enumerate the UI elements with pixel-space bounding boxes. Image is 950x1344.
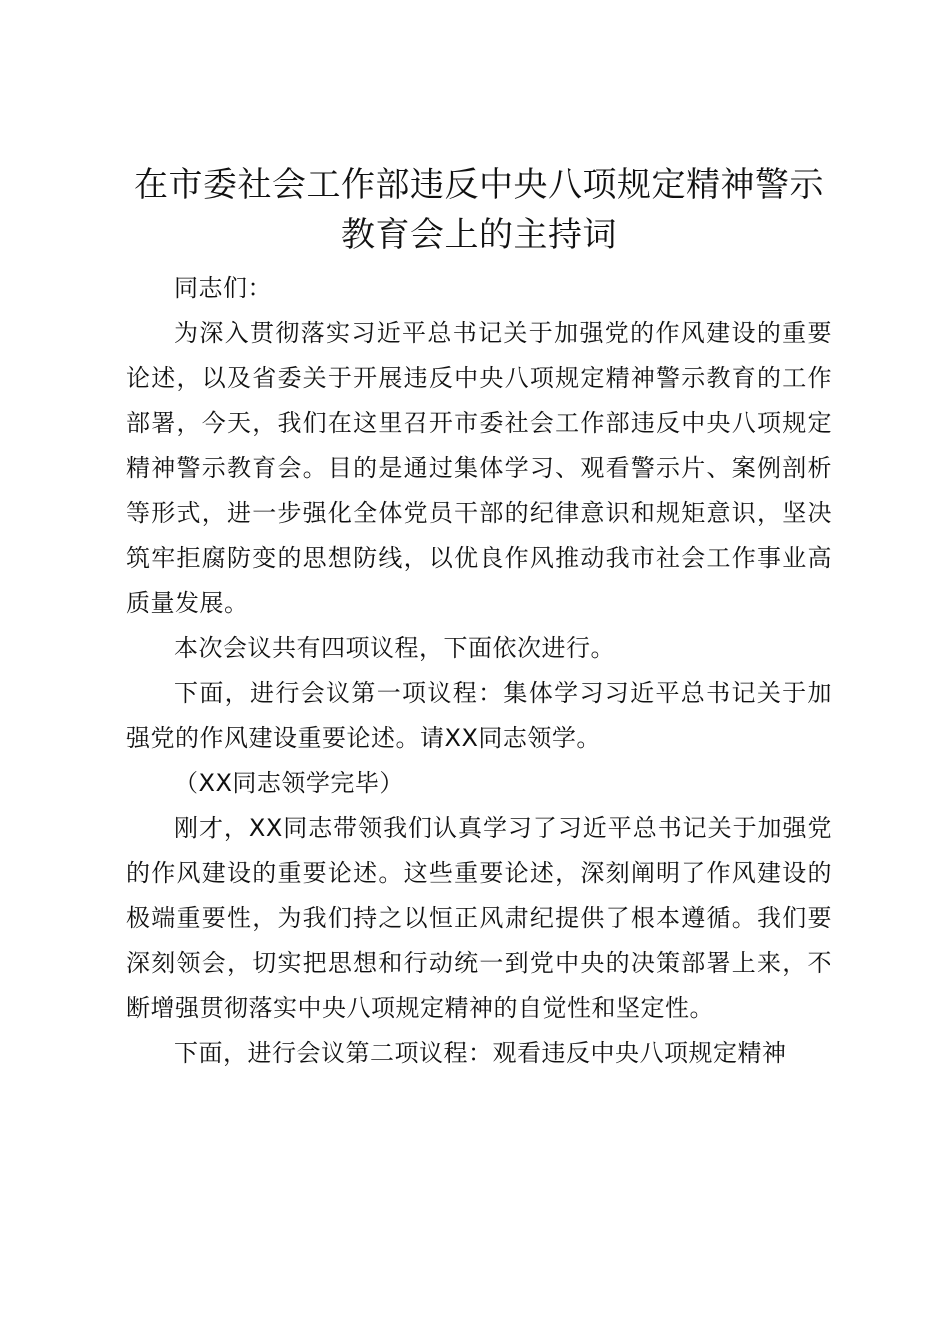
document-page (126, 160, 832, 1076)
agenda-item-2-paragraph: 下面，进行会议第二项议程：观看违反中央八项规定精神 (174, 1039, 787, 1067)
intro-paragraph: 为深入贯彻落实习近平总书记关于加强党的作风建设的重要论述，以及省委关于开展违反中央八项规定精神警示教育的工作部署，今天，我们在这里召开市委社会工作部违反中央八项规定精神警示教育会。目的是通过集体学习、观看警示片、案例剖析等形式，进一步强化全体党员干部的纪律意识和规矩意识，坚决筑牢拒腐防变的思想防线，以优良作风推动我市社会工作事业高质量发展。 (126, 319, 832, 617)
agenda-item-1-note: （XX同志领学完毕） (174, 769, 404, 797)
agenda-overview-paragraph: 本次会议共有四项议程，下面依次进行。 (174, 634, 615, 662)
document-title: 在市委社会工作部违反中央八项规定精神警示教育会上的主持词 (134, 165, 824, 255)
agenda-item-1-paragraph: 下面，进行会议第一项议程：集体学习习近平总书记关于加强党的作风建设重要论述。请XX同志领学。 (126, 679, 832, 752)
document-body (126, 266, 832, 1076)
salutation-paragraph: 同志们： (174, 274, 272, 302)
agenda-item-1-summary-paragraph: 刚才，XX同志带领我们认真学习了习近平总书记关于加强党的作风建设的重要论述。这些重要论述，深刻阐明了作风建设的极端重要性，为我们持之以恒正风肃纪提供了根本遵循。我们要深刻领会，切实把思想和行动统一到党中央的决策部署上来，不断增强贯彻落实中央八项规定精神的自觉性和坚定性。 (126, 814, 832, 1022)
